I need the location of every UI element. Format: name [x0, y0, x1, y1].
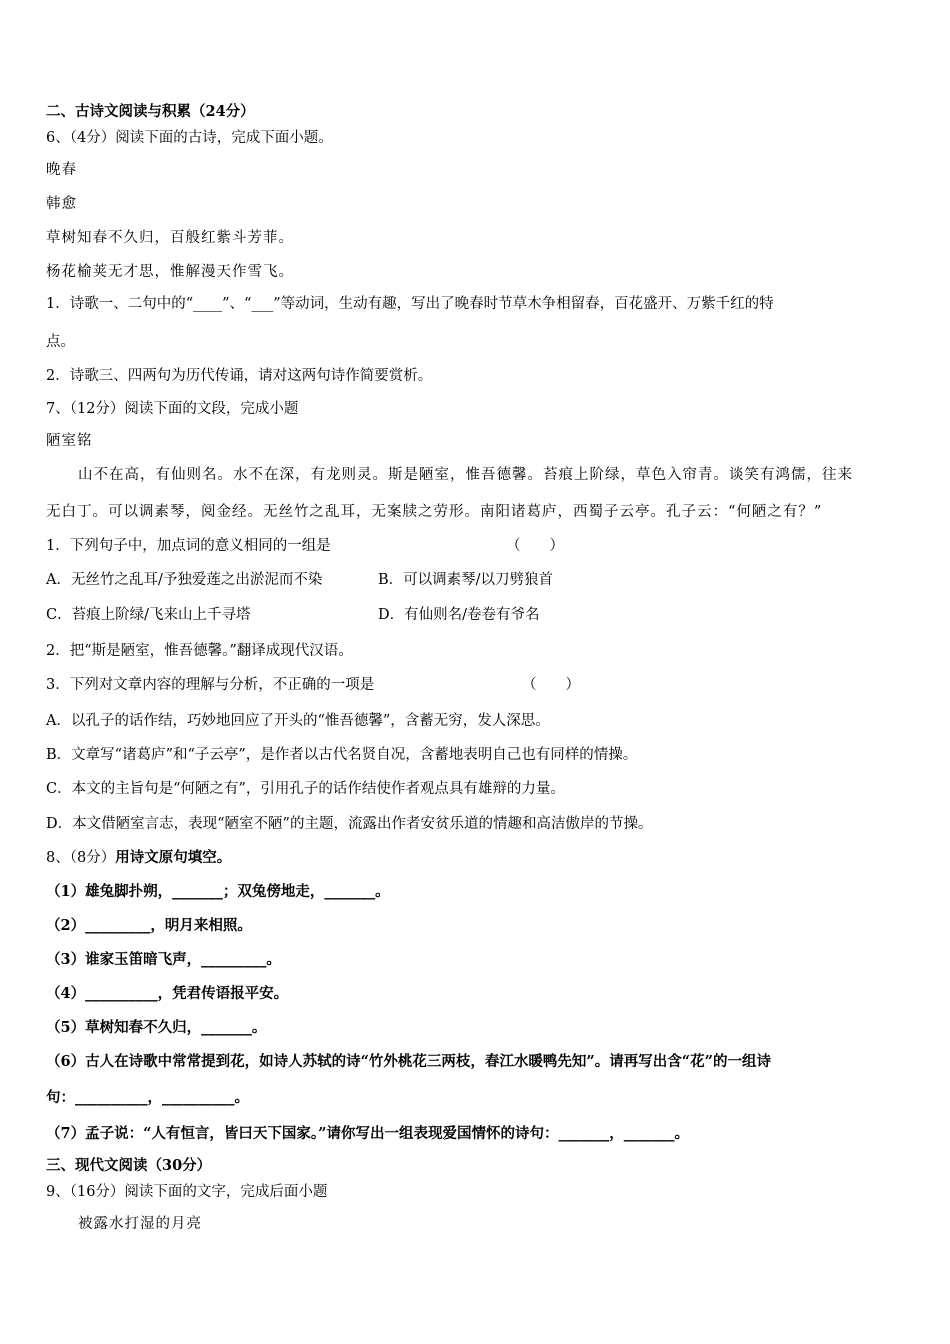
q7-option-d: D．有仙则名/卷卷有爷名	[378, 607, 540, 623]
q7-sub2: 2．把“斯是陋室，惟吾德馨。”翻译成现代汉语。	[46, 643, 353, 659]
q8-item-7: （7）孟子说：“人有恒言，皆曰天下国家。”请你写出一组表现爱国情怀的诗句：_______，_______。	[46, 1125, 690, 1142]
q7-sub3: 3．下列对文章内容的理解与分析，不正确的一项是	[46, 677, 375, 693]
q8-item-6-line2: 句：__________，__________。	[46, 1089, 249, 1106]
question-7-stem: 7、（12分）阅读下面的文段，完成小题	[46, 401, 299, 417]
question-9-stem: 9、（16分）阅读下面的文字，完成后面小题	[46, 1184, 328, 1200]
q8-item-4: （4）__________，凭君传语报平安。	[46, 985, 289, 1002]
section-3-title: 三、现代文阅读（30分）	[46, 1157, 212, 1174]
q7-choice-b: B．文章写“诸葛庐”和“子云亭”，是作者以古代名贤自况，含蓄地表明自己也有同样的情操。	[46, 747, 638, 763]
passage-line-1: 山不在高，有仙则名。水不在深，有龙则灵。斯是陋室，惟吾德馨。苔痕上阶绿，草色入帘青。谈笑有鸿儒，往来	[78, 467, 853, 483]
q7-sub3-answer-paren: （ ）	[522, 677, 580, 693]
q6-sub2: 2．诗歌三、四两句为历代传诵，请对这两句诗作简要赏析。	[46, 368, 433, 384]
poem-line-1: 草树知春不久归，百般红紫斗芳菲。	[46, 230, 294, 246]
question-8-stem	[46, 848, 231, 868]
q6-sub1-line2: 点。	[46, 334, 75, 350]
q8-item-1: （1）雄兔脚扑朔，_______；双兔傍地走，_______。	[46, 883, 390, 900]
q7-choice-c: C．本文的主旨句是“何陋之有”，引用孔子的话作结使作者观点具有雄辩的力量。	[46, 781, 565, 797]
question-6-stem: 6、（4分）阅读下面的古诗，完成下面小题。	[46, 130, 333, 146]
q7-sub1: 1．下列句子中，加点词的意义相同的一组是	[46, 538, 331, 554]
passage-line-2: 无白丁。可以调素琴，阅金经。无丝竹之乱耳，无案牍之劳形。南阳诸葛庐，西蜀子云亭。孔子云：“何陋之有？”	[46, 504, 823, 520]
q8-item-6-line1: （6）古人在诗歌中常常提到花，如诗人苏轼的诗“竹外桃花三两枝，春江水暖鸭先知”。请再写出含“花”的一组诗	[46, 1053, 771, 1070]
q7-sub1-answer-paren: （ ）	[506, 538, 564, 554]
q7-choice-a: A．以孔子的话作结，巧妙地回应了开头的“惟吾德馨”，含蓄无穷，发人深思。	[46, 713, 550, 729]
q8-item-3: （3）谁家玉笛暗飞声，_________。	[46, 951, 281, 968]
poem-author: 韩愈	[46, 196, 77, 212]
section-2-title: 二、古诗文阅读与积累（24分）	[46, 103, 255, 120]
q8-item-2: （2）_________，明月来相照。	[46, 917, 252, 934]
q8-item-5: （5）草树知春不久归，_______。	[46, 1019, 267, 1036]
q6-sub1-line1: 1．诗歌一、二句中的“____”、“___”等动词，生动有趣，写出了晚春时节草木争相留春，百花盛开、万紫千红的特	[46, 296, 774, 312]
poem-line-2: 杨花榆荚无才思，惟解漫天作雪飞。	[46, 264, 294, 280]
q7-choice-d: D．本文借陋室言志，表现“陋室不陋”的主题，流露出作者安贫乐道的情趣和高洁傲岸的节操。	[46, 816, 653, 832]
poem-title: 晚春	[46, 162, 77, 178]
q8-stem-prefix: 8、（8分）	[46, 850, 116, 866]
q7-option-a: A．无丝竹之乱耳/予独爱莲之出淤泥而不染	[46, 572, 323, 588]
q9-text-title: 被露水打湿的月亮	[78, 1216, 202, 1232]
text-title-loushiming: 陋室铭	[46, 433, 93, 449]
q7-option-b: B．可以调素琴/以刀劈狼首	[378, 572, 554, 588]
q8-stem-instruction: 用诗文原句填空。	[115, 849, 232, 866]
q7-option-c: C．苔痕上阶绿/飞来山上千寻塔	[46, 607, 251, 623]
